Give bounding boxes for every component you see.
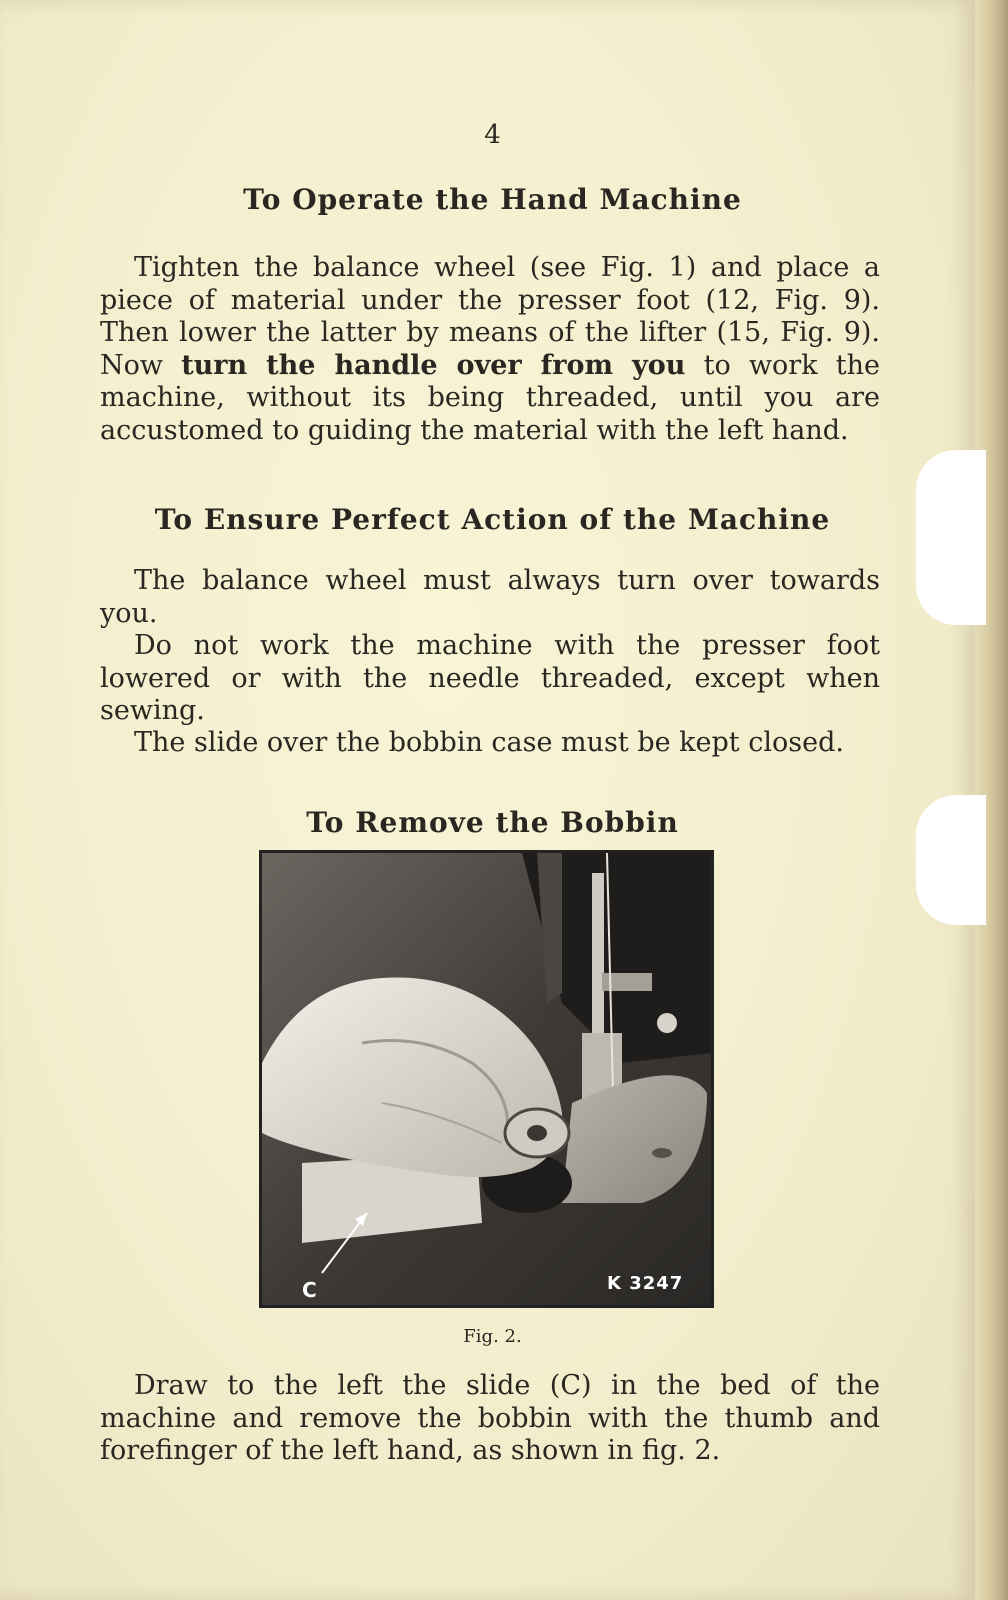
operate-text-1: Tighten the balance wheel (see Fig. 1) and place a piece of material under the presser foot (12, Fig. 9). Then lower the latter by means of the lifter (15, Fig. 9). Now [100, 252, 880, 381]
ensure-paragraph-1 [100, 565, 880, 630]
remove-text: Draw to the left the slide (C) in the bed of the machine and remove the bobbin with the thumb and forefinger of the left hand, as shown in fig. 2. [100, 1370, 880, 1466]
operate-text-2: to work the machine, without its being threaded, until you are accustomed to guiding the material with the left hand. [100, 349, 880, 446]
figure-photo [259, 850, 714, 1308]
ensure-text-2: Do not work the machine with the presser foot lowered or with the needle threaded, except when sewing. [100, 630, 880, 726]
page-number: 4 [484, 120, 501, 150]
torn-edge [916, 450, 986, 625]
remove-paragraph [100, 1370, 880, 1468]
operate-paragraph [100, 252, 880, 447]
bobbin-removal-illustration [262, 853, 711, 1305]
section-heading-operate: To Operate the Hand Machine [243, 183, 742, 216]
figure-caption: Fig. 2. [463, 1326, 522, 1347]
figure-code: K 3247 [607, 1273, 684, 1294]
ensure-text-3: The slide over the bobbin case must be kept closed. [134, 727, 844, 758]
ensure-paragraph-2 [100, 630, 880, 728]
ensure-paragraph-3 [100, 727, 880, 760]
figure-label-c: C [302, 1278, 317, 1302]
section-heading-ensure: To Ensure Perfect Action of the Machine [154, 503, 831, 536]
section-heading-remove: To Remove the Bobbin [306, 806, 679, 839]
operate-text-bold: turn the handle over from you [181, 349, 686, 381]
ensure-text-1: The balance wheel must always turn over towards you. [100, 565, 880, 629]
